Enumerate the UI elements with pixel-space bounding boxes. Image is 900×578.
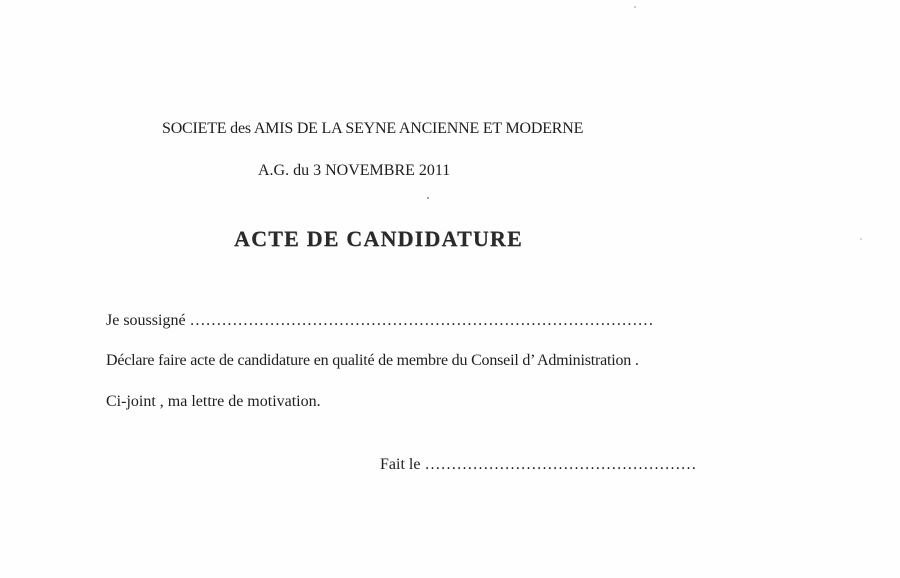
document-title: ACTE DE CANDIDATURE [234, 226, 523, 251]
scan-speck [427, 197, 429, 199]
motivation-letter-note: Ci-joint , ma lettre de motivation. [106, 393, 321, 410]
assembly-date-heading: A.G. du 3 NOVEMBRE 2011 [258, 162, 451, 179]
scan-speck [634, 6, 636, 8]
done-at-date-line: Fait le …………………………………………… [380, 456, 697, 473]
candidacy-declaration-text: Déclare faire acte de candidature en qualité de membre du Conseil d’ Administration . [106, 352, 639, 369]
society-name-heading: SOCIETE des AMIS DE LA SEYNE ANCIENNE ET MODERNE [162, 120, 584, 137]
undersigned-name-line: Je soussigné …………………………………………………………………………… [106, 312, 654, 329]
scan-speck [860, 238, 862, 240]
